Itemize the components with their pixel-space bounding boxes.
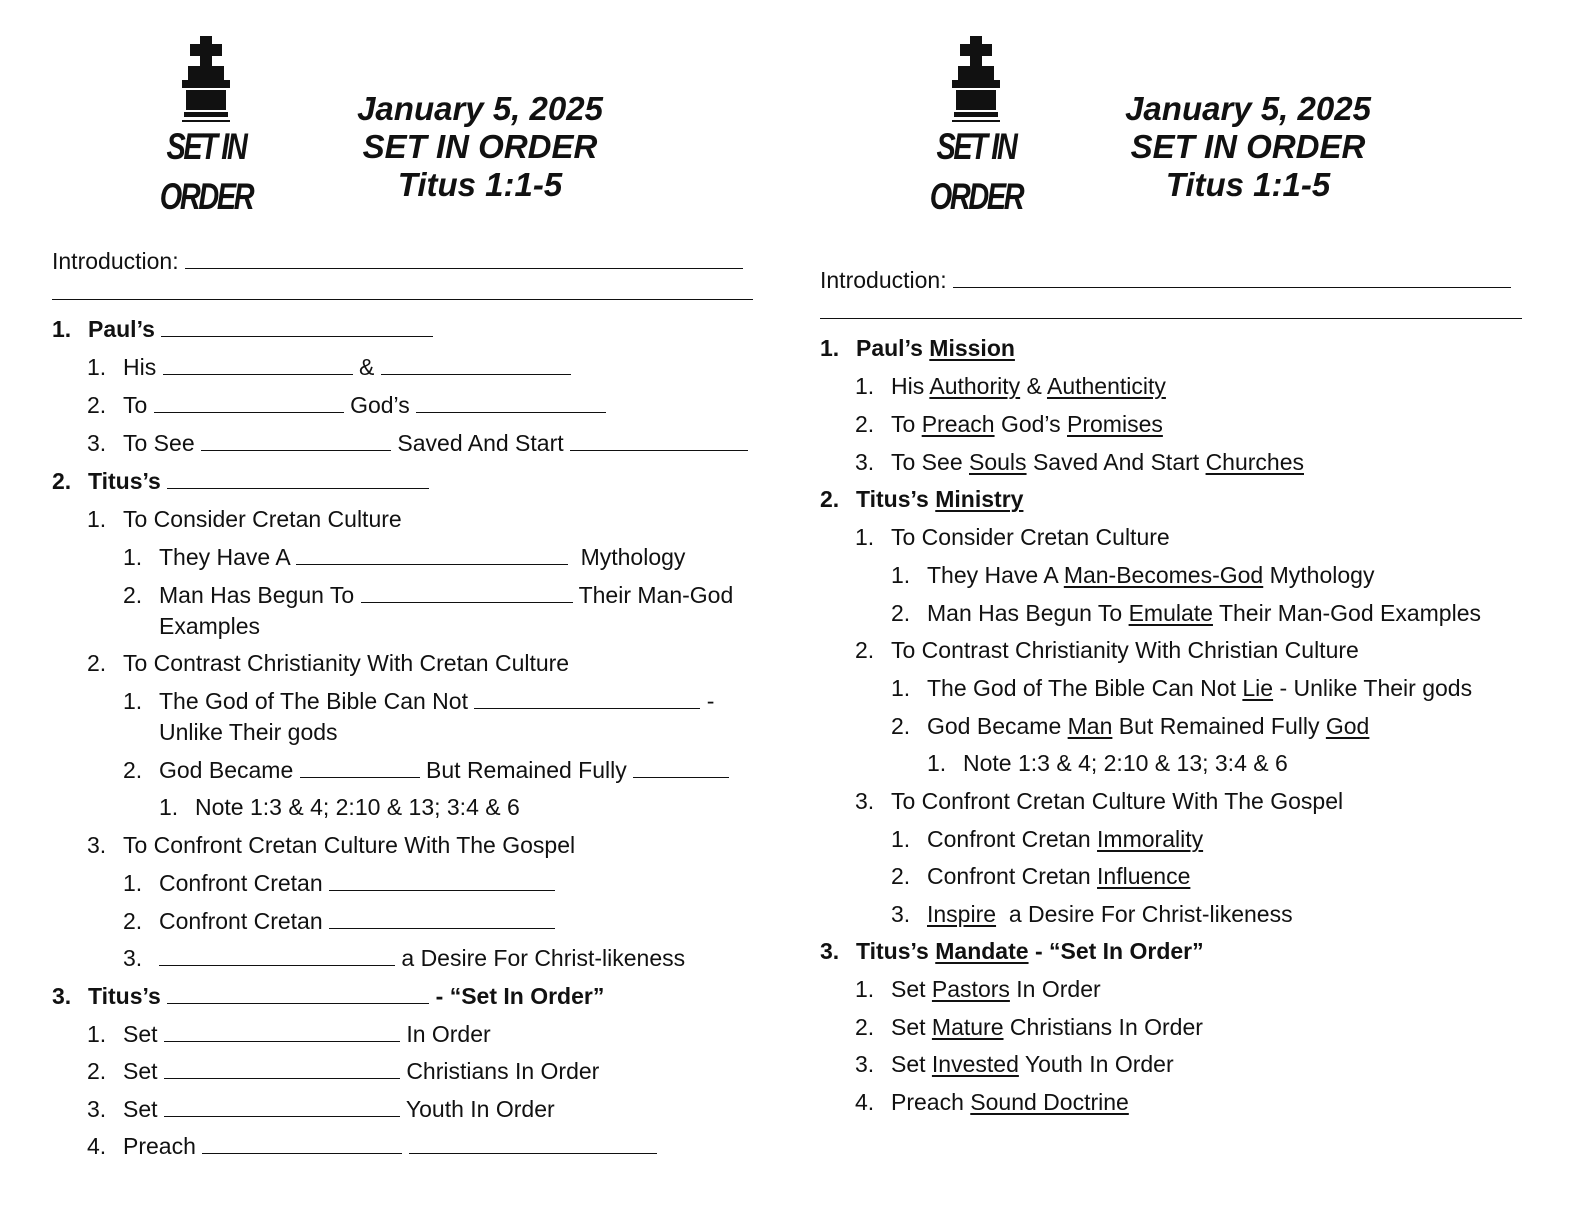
section-tituss-mandate: 3. Titus’s - “Set In Order”: [52, 983, 605, 1009]
set-in-order-logo: [126, 34, 286, 224]
section-pauls-mission: 1. Paul’s Mission: [820, 335, 1015, 361]
sermon-header: [330, 90, 630, 204]
list-item: 3. Set Invested Youth In Order: [855, 1051, 1174, 1077]
list-item: 2. Man Has Begun To Emulate Their Man-God Examples: [891, 600, 1481, 626]
list-item: 1. They Have A Mythology: [123, 544, 686, 570]
blank: [296, 544, 568, 565]
set-in-order-logo: [896, 34, 1056, 224]
blank: [164, 1096, 400, 1117]
list-item: 2. To God’s: [87, 390, 606, 420]
blank: [329, 908, 555, 929]
blank: [381, 354, 571, 375]
blank: [167, 983, 429, 1004]
list-item: 1. Set In Order: [87, 1021, 491, 1047]
list-item: 1. His &: [87, 352, 571, 382]
list-item: 3. a Desire For Christ-likeness: [123, 945, 686, 971]
blank: [416, 392, 606, 413]
blank: [474, 688, 700, 709]
list-item: 1. Confront Cretan Immorality: [891, 826, 1204, 852]
blank: [633, 757, 729, 778]
section-tituss-mandate: 3. Titus’s Mandate - “Set In Order”: [820, 938, 1204, 964]
sermon-scripture: Titus 1:1-5: [1165, 166, 1331, 203]
list-item: 2. To Contrast Christianity With Christian Culture: [855, 637, 1359, 663]
blank: [300, 757, 420, 778]
list-item: 2. To Contrast Christianity With Cretan Culture: [87, 650, 570, 676]
blank: [201, 430, 391, 451]
list-item: 1. The God of The Bible Can Not Lie - Unlike Their gods: [891, 675, 1473, 701]
introduction-line: [52, 246, 743, 275]
list-item: 1. Confront Cretan: [123, 868, 555, 898]
introduction-label: Introduction:: [820, 267, 947, 293]
sermon-date: January 5, 2025: [1125, 90, 1371, 127]
worksheet-blank: [0, 0, 790, 1224]
blank: [167, 468, 429, 489]
list-item: 1. Note 1:3 & 4; 2:10 & 13; 3:4 & 6: [159, 794, 520, 820]
list-item: 2. Set Christians In Order: [87, 1058, 600, 1084]
list-item: 3. Inspire a Desire For Christ-likeness: [891, 901, 1293, 927]
blank: [163, 354, 353, 375]
list-item: 2. Confront Cretan: [123, 906, 555, 936]
introduction-blank-2: [52, 299, 753, 300]
sermon-header: [1098, 90, 1398, 204]
list-item: 1. They Have A Man-Becomes-God Mythology: [891, 562, 1375, 588]
section-tituss-ministry: 2. Titus’s Ministry: [820, 486, 1024, 512]
worksheet-filled: [790, 0, 1584, 1224]
blank: [361, 582, 573, 603]
list-item: 1. Note 1:3 & 4; 2:10 & 13; 3:4 & 6: [927, 750, 1288, 776]
blank: [161, 316, 433, 337]
list-item: 2. Set Mature Christians In Order: [855, 1014, 1203, 1040]
sermon-date: January 5, 2025: [357, 90, 603, 127]
sermon-scripture: Titus 1:1-5: [397, 166, 563, 203]
list-item: 1. The God of The Bible Can Not -: [123, 688, 715, 714]
list-item: 1. Set Pastors In Order: [855, 976, 1101, 1002]
blank: [409, 1133, 657, 1154]
introduction-label: Introduction:: [52, 248, 179, 274]
list-item: 4. Preach Sound Doctrine: [855, 1089, 1129, 1115]
blank: [154, 392, 344, 413]
introduction-blank: [185, 246, 743, 269]
introduction-blank-2: [820, 318, 1522, 319]
list-item: 2. Man Has Begun To Their Man-God: [123, 582, 734, 608]
introduction-line: [820, 265, 1511, 294]
list-item: 2. God Became Man But Remained Fully God: [891, 713, 1370, 739]
list-item-continued: Unlike Their gods: [159, 719, 338, 745]
blank: [329, 870, 555, 891]
list-item-continued: Examples: [159, 613, 260, 639]
list-item: 2. Confront Cretan Influence: [891, 863, 1191, 889]
sermon-title: SET IN ORDER: [1130, 128, 1366, 165]
section-tituss: 2. Titus’s: [52, 466, 429, 496]
blank: [570, 430, 748, 451]
sermon-title: SET IN ORDER: [362, 128, 598, 165]
blank: [202, 1133, 402, 1154]
list-item: 3. To See Saved And Start: [87, 428, 748, 458]
list-item: 3. To See Souls Saved And Start Churches: [855, 449, 1304, 475]
list-item: 3. To Confront Cretan Culture With The Gospel: [87, 832, 576, 858]
list-item: 2. To Preach God’s Promises: [855, 411, 1163, 437]
blank: [159, 945, 395, 966]
introduction-blank: [953, 265, 1511, 288]
list-item: 3. To Confront Cretan Culture With The Gospel: [855, 788, 1344, 814]
logo-text: SET IN ORDER: [144, 122, 269, 222]
section-pauls: 1. Paul’s: [52, 314, 433, 344]
list-item: 1. His Authority & Authenticity: [855, 373, 1166, 399]
list-item: 2. God Became But Remained Fully: [123, 755, 729, 785]
list-item: 1. To Consider Cretan Culture: [855, 524, 1170, 550]
logo-text: SET IN ORDER: [914, 122, 1039, 222]
list-item: 1. To Consider Cretan Culture: [87, 506, 402, 532]
list-item: 4. Preach: [87, 1131, 657, 1161]
blank: [164, 1021, 400, 1042]
blank: [164, 1058, 400, 1079]
list-item: 3. Set Youth In Order: [87, 1096, 555, 1122]
